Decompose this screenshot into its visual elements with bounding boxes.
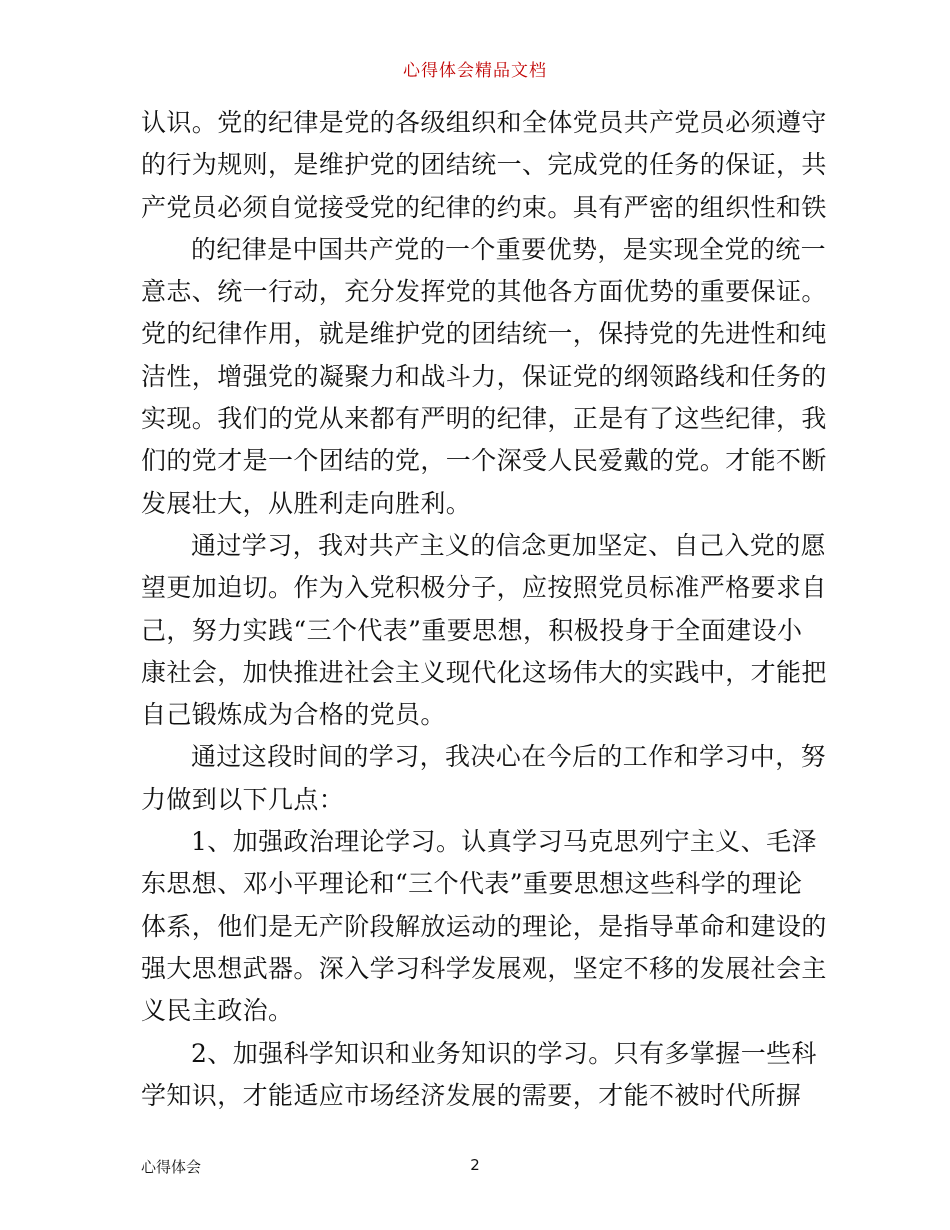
body-line: 体系，他们是无产阶段解放运动的理论，是指导革命和建设的 xyxy=(141,911,827,941)
body-line: 东思想、邓小平理论和“三个代表”重要思想这些科学的理论 xyxy=(141,869,803,899)
body-line: 实现。我们的党从来都有严明的纪律，正是有了这些纪律，我 xyxy=(141,404,827,434)
body-line: 己，努力实践“三个代表”重要思想，积极投身于全面建设小 xyxy=(141,615,803,645)
body-line: 力做到以下几点： xyxy=(141,784,345,814)
body-line: 康社会，加快推进社会主义现代化这场伟大的实践中，才能把 xyxy=(141,657,827,687)
document-header-title: 心得体会精品文档 xyxy=(403,61,547,81)
body-line: 义民主政治。 xyxy=(141,996,294,1026)
body-line: 2、加强科学知识和业务知识的学习。只有多掌握一些科 xyxy=(191,1038,817,1068)
page-number: 2 xyxy=(470,1156,480,1174)
body-line: 望更加迫切。作为入党积极分子，应按照党员标准严格要求自 xyxy=(141,573,827,603)
body-line: 通过这段时间的学习，我决心在今后的工作和学习中，努 xyxy=(191,742,827,772)
body-line: 1、加强政治理论学习。认真学习马克思列宁主义、毛泽 xyxy=(191,827,817,857)
body-line: 的纪律是中国共产党的一个重要优势，是实现全党的统一 xyxy=(191,234,827,264)
body-line: 通过学习，我对共产主义的信念更加坚定、自己入党的愿 xyxy=(191,530,827,560)
body-line: 学知识，才能适应市场经济发展的需要，才能不被时代所摒 xyxy=(141,1080,802,1110)
body-line: 意志、统一行动，充分发挥党的其他各方面优势的重要保证。 xyxy=(141,277,827,307)
body-line: 党的纪律作用，就是维护党的团结统一，保持党的先进性和纯 xyxy=(141,319,827,349)
body-line: 强大思想武器。深入学习科学发展观，坚定不移的发展社会主 xyxy=(141,953,827,983)
document-body xyxy=(141,102,827,1117)
body-line: 们的党才是一个团结的党，一个深受人民爱戴的党。才能不断 xyxy=(141,446,827,476)
body-line: 认识。党的纪律是党的各级组织和全体党员共产党员必须遵守 xyxy=(141,108,827,137)
body-line: 洁性，增强党的凝聚力和战斗力，保证党的纲领路线和任务的 xyxy=(141,361,827,391)
footer-label: 心得体会 xyxy=(141,1158,202,1176)
body-line: 发展壮大，从胜利走向胜利。 xyxy=(141,488,472,518)
body-line: 的行为规则，是维护党的团结统一、完成党的任务的保证，共 xyxy=(141,150,827,180)
body-line: 产党员必须自觉接受党的纪律的约束。具有严密的组织性和铁 xyxy=(141,192,827,222)
body-line: 自己锻炼成为合格的党员。 xyxy=(141,700,446,730)
